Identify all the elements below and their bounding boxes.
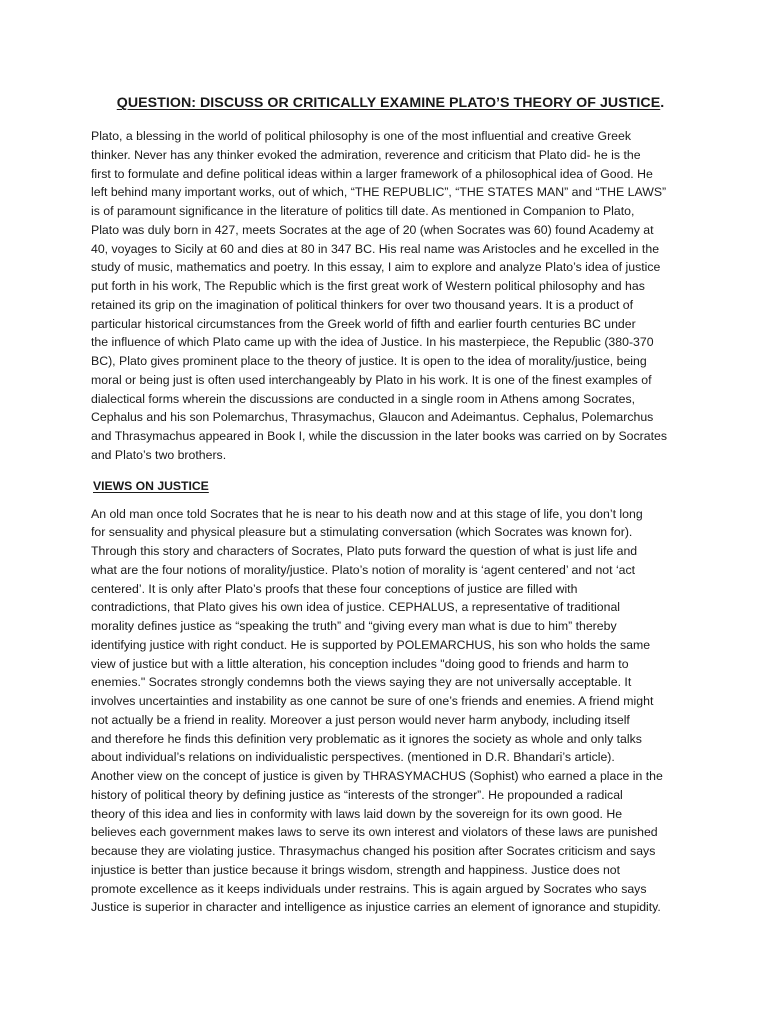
text-line: not actually be a friend in reality. Moreover a just person would never harm anybody, including itself — [91, 712, 630, 727]
text-line: thinker. Never has any thinker evoked the admiration, reverence and criticism that Plato did- he is the — [91, 147, 641, 162]
title-text: QUESTION: DISCUSS OR CRITICALLY EXAMINE PLATO’S THEORY OF JUSTICE — [116, 95, 661, 111]
text-line: 40, voyages to Sicily at 60 and dies at 80 in 347 BC. His real name was Aristocles and he excelled in the — [91, 241, 660, 256]
text-line: about individual’s relations on individualistic perspectives. (mentioned in D.R. Bhandari’s article). — [91, 750, 615, 765]
text-line: and Thrasymachus appeared in Book I, while the discussion in the later books was carried on by Socrates — [91, 429, 667, 443]
text-line: believes each government makes laws to serve its own interest and violators of these laws are punished — [91, 825, 658, 840]
text-line: promote excellence as it keeps individuals under restrains. This is again argued by Socrates who says — [91, 881, 647, 896]
text-line: enemies." Socrates strongly condemns both the views saying they are not universally acceptable. It — [91, 675, 632, 690]
text-line: history of political theory by defining justice as “interests of the stronger”. He propounded a radical — [91, 787, 623, 802]
text-line: left behind many important works, out of which, “THE REPUBLIC”, “THE STATES MAN” and “THE LAWS” — [91, 185, 667, 200]
text-line: retained its grip on the imagination of political thinkers for over two thousand years. It is a product of — [91, 297, 634, 312]
text-line: the influence of which Plato came up with the idea of Justice. In his masterpiece, the Republic (380-370 — [91, 335, 654, 350]
text-line: injustice is better than justice because it brings wisdom, strength and happiness. Justice does not — [91, 862, 621, 877]
text-line: identifying justice with right conduct. He is supported by POLEMARCHUS, his son who holds the same — [91, 637, 651, 652]
text-line: BC), Plato gives prominent place to the theory of justice. It is open to the idea of morality/justice, being — [91, 354, 647, 368]
text-line: moral or being just is often used interchangeably by Plato in his work. It is one of the finest examples of — [91, 372, 652, 387]
text-line: study of music, mathematics and poetry. In this essay, I aim to explore and analyze Plato’s idea of justice — [91, 260, 661, 275]
page-title — [91, 95, 690, 111]
title-period: . — [660, 95, 665, 111]
text-line: Justice is superior in character and intelligence as injustice carries an element of ignorance and stupidity. — [91, 900, 661, 915]
text-line: An old man once told Socrates that he is near to his death now and at this stage of life, you don’t long — [91, 506, 643, 521]
text-line: what are the four notions of morality/justice. Plato’s notion of morality is ‘agent centered’ and not ‘act — [91, 562, 636, 577]
text-line: involves uncertainties and instability as one cannot be sure of one’s friends and enemies. A friend might — [91, 694, 654, 708]
text-line: Through this story and characters of Socrates, Plato puts forward the question of what is just life and — [91, 544, 638, 558]
text-line: centered’. It is only after Plato’s proofs that these four conceptions of justice are filled with — [91, 581, 578, 596]
intro-paragraph — [91, 127, 690, 465]
text-line: Plato, a blessing in the world of political philosophy is one of the most influential and creative Greek — [91, 129, 632, 143]
text-line: because they are violating justice. Thrasymachus changed his position after Socrates criticism and says — [91, 844, 656, 858]
text-line: Plato was duly born in 427, meets Socrates at the age of 20 (when Socrates was 60) found Academy at — [91, 222, 654, 237]
text-line: morality defines justice as “speaking the truth” and “giving every man what is due to him” thereby — [91, 619, 617, 633]
text-line: for sensuality and physical pleasure but a stimulating conversation (which Socrates was known for). — [91, 525, 633, 540]
text-line: view of justice but with a little alteration, his conception includes "doing good to friends and harm to — [91, 656, 629, 671]
text-line: put forth in his work, The Republic which is the first great work of Western political philosophy and has — [91, 279, 645, 293]
text-line: is of paramount significance in the literature of politics till date. As mentioned in Companion to Plato, — [91, 204, 635, 218]
text-line: and therefore he finds this definition very problematic as it ignores the society as whole and only talks — [91, 731, 642, 746]
text-line: Another view on the concept of justice is given by THRASYMACHUS (Sophist) who earned a place in the — [91, 769, 663, 783]
text-line: contradictions, that Plato gives his own idea of justice. CEPHALUS, a representative of traditional — [91, 600, 621, 615]
text-line: particular historical circumstances from the Greek world of fifth and earlier fourth centuries BC under — [91, 316, 636, 331]
text-line: and Plato’s two brothers. — [91, 447, 227, 462]
text-line: theory of this idea and lies in conformity with laws laid down by the sovereign for its own good. He — [91, 806, 623, 821]
text-line: Cephalus and his son Polemarchus, Thrasymachus, Glaucon and Adeimantus. Cephalus, Polemarchus — [91, 410, 654, 425]
text-line: first to formulate and define political ideas within a larger framework of a philosophical idea of Good. He — [91, 166, 653, 181]
text-line: dialectical forms wherein the discussions are conducted in a single room in Athens among Socrates, — [91, 391, 636, 406]
views-paragraph — [91, 505, 690, 918]
section-heading-views-on-justice: VIEWS ON JUSTICE — [93, 478, 209, 493]
